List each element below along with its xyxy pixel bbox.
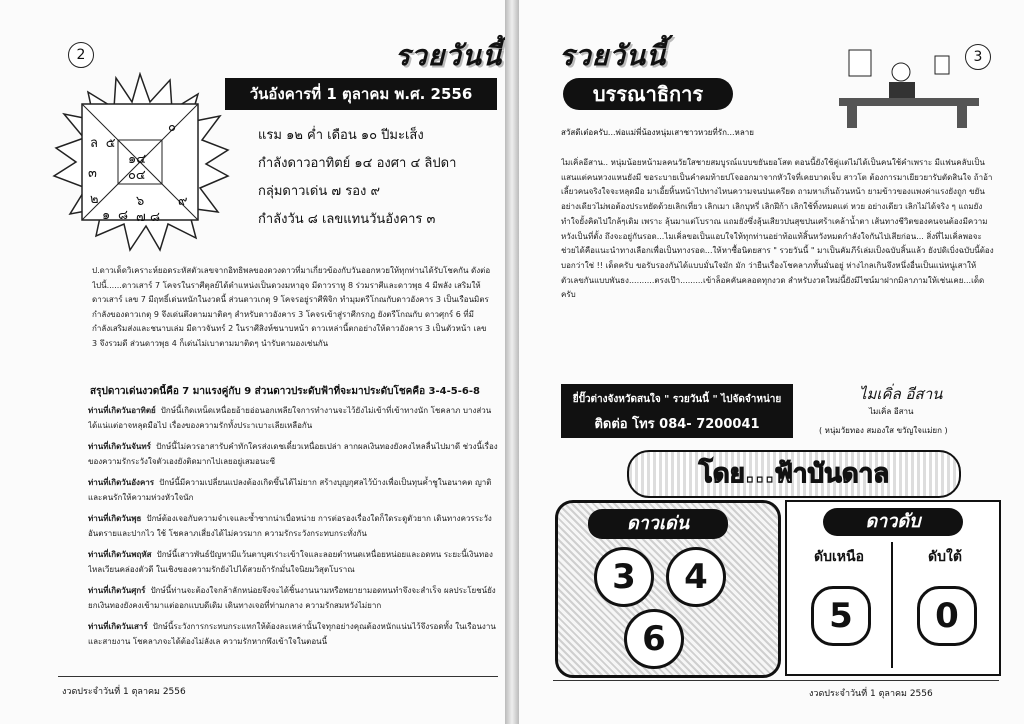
greeting: สวัสดีเต๋อครับ...พ่อแม่พี่น้องหนุ่มเสาชาวหวยที่รัก...หลาย — [561, 128, 754, 137]
birthday-item — [88, 512, 498, 548]
footer-left: งวดประจำวันที่ 1 ตุลาคม 2556 — [62, 687, 186, 697]
dao-dap-south-number: 0 — [917, 586, 977, 646]
footer-divider — [553, 680, 999, 681]
birthday-item — [88, 548, 498, 584]
dao-den-panel — [555, 500, 781, 678]
birthday-item — [88, 476, 498, 512]
birthday-day: ท่านที่เกิดวันจันทร์ — [88, 442, 151, 451]
intro-paragraph: ป.ดาวเด็ดวิเคราะห์ยอดระหัสตัวเลขจากอิทธิพลของดวงดาวที่มาเกี่ยวข้องกับวันออกหวยให้ทุกท่านได้รับโชคกัน ดังต่อไปนี้......ดาวเสาร์ 7 โคจรในราศีตุลย์ได้ตำแหน่งเป็นดวงมหาอุจ มีดาวราหู 8 ร่วมราศีและดาวพุธ 4 มีพลัง เสริมให้ดาวเสาร์ เลข 7 มีฤทธิ์เด่นหนักในงวดนี้ ส่วนดาวเกตุ 9 โคจรอยู่ราศีพิจิก ทำมุมตรีโกณกับดาวอังคาร 3 เป็นเรือนมิตร กำลังของดาวเกตุ 9 จึงเด่นตึงตามมาติดๆ สำหรับดาวอังคาร 3 โคจรเข้าสู่ราศีกรกฎ ยังตรีโกณกับ ดาวศุกร์ 6 ที่มีกำลังเสริมส่งและชนาบเล่ม มีดาวจันทร์ 2 ในราศีสิงห์ชนาบหน้า ดาวเหล่านี้ตกอย่างให้ดาวอังคาร 3 เป็นตัวหน้า เลข 3 จึงรวมดี ส่วนดาวพุธ 4 ก็เด่นไม่เบาตามมาติดๆ นำรับตามองเช่นกัน — [92, 266, 491, 348]
birthday-day: ท่านที่เกิดวันพุธ — [88, 514, 142, 523]
chart-cell: ๒ — [90, 192, 99, 207]
ad-line-1: ยี่ปั๊วต่างจังหวัดสนใจ " รวยวันนี้ " ไปจัดจำหน่าย — [572, 394, 782, 405]
dao-dap-north-label: ดับเหนือ — [814, 549, 864, 565]
birthday-text: ปักษ์นี้ท่านจะต้องใจกล้าลักหน่อยจึงจะได้ชิ้นงานนามหรือพยายามอดทนทำจึงจะสำเร็จ ผลประโยชน์ยังยกเงินทองยังคงเข้ามาแต่ออกแบบดีเดิม เดินทางเจอที่ท่ามกลาง ความรักสมหวังไม่ยาก — [88, 586, 496, 610]
dao-dap-title: ดาวดับ — [823, 508, 963, 536]
birthday-text: ปักษ์นี้เสาวพันธ์ปัญหามีแว้นตาบุศเร่าะเข้าใจและลอยตำหนดเหนื่อยหน่อยและอดทน ระยะนี้เงินทอง ไหลเวียนคล่องตัวดี ในเชิงของความรักยังไปได้สวยถ้ารักมั่นใจนิยมวิสุตโบราณ — [88, 550, 493, 574]
birthday-day: ท่านที่เกิดวันอังคาร — [88, 478, 155, 487]
right-page — [519, 0, 1024, 724]
astro-line: แรม ๑๒ ค่ำ เดือน ๑๐ ปีมะเส็ง — [258, 128, 424, 143]
dao-dap-north-number: 5 — [811, 586, 871, 646]
astro-line: กำลังดาวอาทิตย์ ๑๔ องศา ๔ ลิปดา — [258, 156, 457, 171]
signature-caption: ( หนุ่มวัยทอง สมองใส ขวัญใจแม่ยก ) — [819, 426, 948, 435]
chart-cell: ๑๔ — [128, 152, 147, 167]
chart-cell: ๘ — [150, 210, 161, 225]
birthday-item — [88, 620, 498, 656]
chart-cell: ๓ — [88, 166, 97, 181]
dao-den-title: ดาวเด่น — [588, 509, 728, 539]
birthday-item — [88, 440, 498, 476]
astro-line: กำลังวัน ๘ เลขแทนวันอังคาร ๓ — [258, 212, 436, 227]
editorial-paragraph: ไมเคิ่ลอีสาน.. หนุ่มน้อยหน้ามลคนวัยใสชายสมบูรณ์แบบขยันยอโสต ตอนนี้ยังใช้คู่แต่ไม่ได้เป็นคนใช้คำเพราะ มีแฟนคลับเป็นแสนแต่คนหวงแหนยังมี ขอระบายเป็นคำคมท้ายปโจออกมาจากหัวใจที่เคยบาดเจ็บ สาวโต ต้องการมาเยียวยารับตัดสินใจ ถ้าอ้าเลี้ยวคนจริงใจจะหลุดมือ มาเอี้ยหิ้นหน้าไปทางไหนความจนปนเครียด ถามหาเกิ่นถ้วนหน้า ยามข้าวของแพงค่าแรงยังถูก ขยัน อย่างเดียวไม่พอต้องประหยัดด้วยเลิกเที่ยว เลิกเมา เลิกบุหรี่ เลิกฝีก้า เลิกใช้ทิ้งหมดแต่ หวย อย่างเดียว เลิกไม่ได้จริง ๆ แถมยังทำใจยั้งคิดไปใกล้ๆเดิม เพราะ ลุ้นมาแต่โบราณ แถมยังซึ่งลุ้นเสียวปนสุขปนเศร้าเคล้าน้ำตา เส้นทางชีวิตของคนจนต้องมีความหวังเป็นที่ตั้ง ถึงจะอยู่กันรอด...ไมเคิ่ลขอเป็นแอบใจให้ทุกท่านอย่าท้อแท้สิ้นหวังหมดกำลังใจกันไปเสียก่อน... สิ่งที่ไมเคิ่ลพอจะ ช่วยได้คือแนะนำทางเลือกเพื่อเป็นทางรอด...ให้หาซื้อนิตยสาร " รวยวันนี้ " มาเป็นคัมภีร์เล่มเป็งฉบับสิ้นแล้ว ยังปดิเบิ่งฉบับนี้ต้องบอกว่าใช่ !! เด็ดครับ ขอรับรองกันได้แบบมั่นใจมัก มัก ว่ายืนเรื่องโชคลาภทั้นมั่นอยู่ ห่างไกลเกินจึงหนึ่งอื่นเป็นแน่หนู่เสาให้ตัวเลขกันแบบพันธง..........ตรงเป๊า.........เข้าล็อคคันคลอดทุกงวด สำหรับงวดใหม่นี้ยังมีไซน์มาฝากมิลาภามให้เช่นเคย...เด็ดครับ — [561, 158, 994, 300]
birthday-text: ปักษ์นี้มีความเปลี่ยนแปลงต้องเกิดขึ้นได้ไม่ยาก สร้างบุญกุศลไว้บ้างเพื่อเป็นทุนค้ำชูในอนาคต ญาติและคนรักให้ความห่วงหัวใจนัก — [88, 478, 492, 502]
birthday-day: ท่านที่เกิดวันอาทิตย์ — [88, 406, 156, 415]
birthday-day: ท่านที่เกิดวันเสาร์ — [88, 622, 148, 631]
chart-cell: ๖ — [136, 194, 145, 209]
birthday-text: ปักษ์นี้ไม่ควรอาสารับคำทักใครส่งเดชเดี๋ยวเหนื่อยเปล่า ลากผลเงินทองยังคงไหลลื่นไปมาดี ช่วงนี้เรื่องของความรักระวังใจตัวเองยังติดมากไปเลยอยู่เสมอนะซี — [88, 442, 498, 466]
byline-fah-bandan: โดย...ฟ้าบันดาล — [627, 450, 961, 498]
lucky-number-ball: 4 — [666, 547, 726, 607]
chart-cell: ๙ — [178, 194, 188, 209]
astro-info — [258, 122, 456, 234]
dao-dap-panel — [785, 500, 1001, 676]
left-page — [0, 0, 505, 724]
page-number-left: 2 — [68, 42, 94, 68]
editorial-banner: บรรณาธิการ — [563, 78, 733, 110]
astro-line: กลุ่มดาวเด่น ๗ รอง ๙ — [258, 184, 381, 199]
birthday-item — [88, 404, 498, 440]
lucky-summary: สรุปดาวเด่นงวดนี้คือ 7 มาแรงคู่กับ 9 ส่วนดาวประดับฟ้าที่จะมาประดับโชคคือ 3-4-5-6-8 — [90, 386, 480, 397]
page-number-right: 3 — [965, 44, 991, 70]
lucky-number-ball: 3 — [594, 547, 654, 607]
chart-cell: ๐ — [168, 120, 176, 135]
chart-cell: ๘ — [118, 208, 129, 223]
footer-right: งวดประจำวันที่ 1 ตุลาคม 2556 — [809, 689, 933, 699]
lucky-number-ball: 6 — [624, 609, 684, 669]
signature-script: ไมเคิ่ล อีสาน — [859, 385, 943, 403]
date-banner: วันอังคารที่ 1 ตุลาคม พ.ศ. 2556 — [225, 78, 497, 110]
signature-name: ไมเคิ่ล อีสาน — [869, 407, 914, 416]
distributor-ad — [561, 384, 793, 438]
magazine-logo-right: รวยวันนี้ — [559, 39, 667, 72]
birthday-list — [88, 404, 498, 656]
page-gutter — [505, 0, 519, 724]
birthday-text: ปักษ์ต้องเจอกับความจำเจและซ้ำซากน่าเบื่อหน่าย การต่อรองเรื่องใดก็ใดระดูตัวยาก เดินทางควรระวังอันตรายและปากไว ใช้ โชคลาภเสี่ยงได้ไม่ควรมาก ความรักระวังกระทบกระทั่งกัน — [88, 514, 492, 538]
astro-chart — [50, 72, 230, 252]
birthday-text: ปักษ์นี้ระวังการกระทบกระแทกให้ต้องละเหล่านั้นใจทุกอย่างคุณต้องหนักแน่นไว้จึงรอดทั้ง ในเรือนงานและสายงาน โชคลาภจะได้ต้องไม่ลังเล ความรักหากพึงเข้าใจในตอนนี้ — [88, 622, 496, 646]
footer-divider — [58, 676, 498, 677]
dao-dap-south-label: ดับใต้ — [928, 549, 962, 565]
chart-cell: ๗ — [136, 210, 146, 225]
birthday-day: ท่านที่เกิดวันพฤหัส — [88, 550, 152, 559]
ad-phone: ติดต่อ โทร 084- 7200041 — [594, 417, 760, 432]
birthday-item — [88, 584, 498, 620]
editor-desk-illustration-icon — [839, 46, 989, 130]
chart-cell: ๐๔ — [128, 168, 146, 183]
chart-cell: ๑ — [102, 208, 111, 223]
birthday-text: ปักษ์นี้เกิดเหน็ดเหนื่อยอ้ายอ่อนอกเพลียใจการทำงานจะไว้ยังไม่เข้าที่เข้าทางนัก โชคลาภ บางส่วนได้แน่แต่อาจหลุดมือไป เรื่องของความรักทั้งประาเบาะเลียเหลือกัน — [88, 406, 492, 430]
chart-cell: ล ๕ — [90, 136, 116, 151]
magazine-logo-left: รวยวันนี้ — [395, 39, 503, 72]
birthday-day: ท่านที่เกิดวันศุกร์ — [88, 586, 146, 595]
